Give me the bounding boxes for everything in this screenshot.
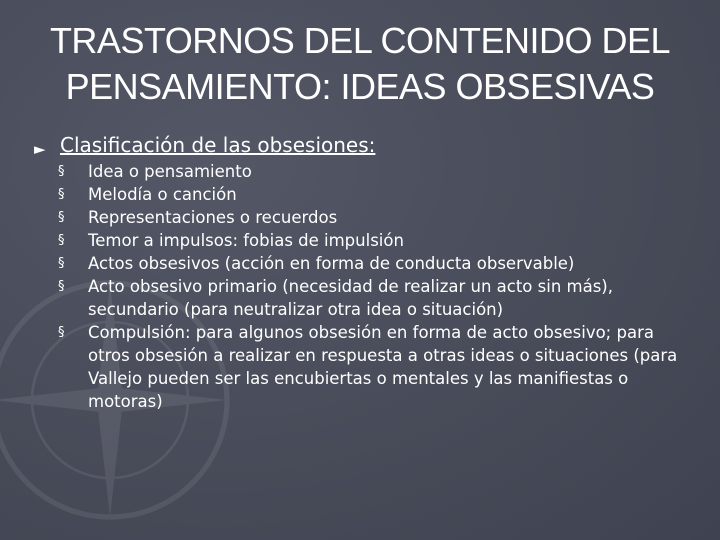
list-item — [58, 275, 678, 321]
section-heading-text: Clasificación de las obsesiones: — [60, 133, 376, 157]
section-bullet-icon: § — [58, 164, 65, 179]
list-item-text: Idea o pensamiento — [88, 162, 252, 181]
slide-title — [18, 18, 702, 110]
list-item-text: Melodía o canción — [88, 185, 237, 204]
list-item-text: Acto obsesivo primario (necesidad de realizar un acto sin más), secundario (para neutralizar otra idea o situación) — [88, 277, 613, 319]
section-bullet-icon: § — [58, 187, 65, 202]
slide-title-line-2: PENSAMIENTO: IDEAS OBSESIVAS — [65, 66, 655, 107]
list-item-text: Temor a impulsos: fobias de impulsión — [88, 231, 404, 250]
list-item — [58, 206, 678, 229]
slide-title-line-1: TRASTORNOS DEL CONTENIDO DEL — [49, 20, 671, 61]
list-item — [58, 252, 678, 275]
section-bullet-icon: § — [58, 233, 65, 248]
obsession-list — [58, 160, 678, 413]
section-bullet-icon: § — [58, 325, 65, 340]
list-item — [58, 183, 678, 206]
section-bullet-icon: § — [58, 279, 65, 294]
list-item — [58, 229, 678, 252]
section-bullet-icon: § — [58, 210, 65, 225]
list-item — [58, 160, 678, 183]
list-item-text: Compulsión: para algunos obsesión en forma de acto obsesivo; para otros obsesión a realizar en respuesta a otras ideas o situaciones (para Vallejo pueden ser las encubiertas o mentales y las manifiestas o motoras) — [88, 323, 678, 411]
list-item-text: Actos obsesivos (acción en forma de conducta observable) — [88, 254, 575, 273]
triangle-bullet-icon: ► — [34, 140, 46, 158]
section-bullet-icon: § — [58, 256, 65, 271]
list-item-text: Representaciones o recuerdos — [88, 208, 338, 227]
list-item — [58, 321, 678, 413]
